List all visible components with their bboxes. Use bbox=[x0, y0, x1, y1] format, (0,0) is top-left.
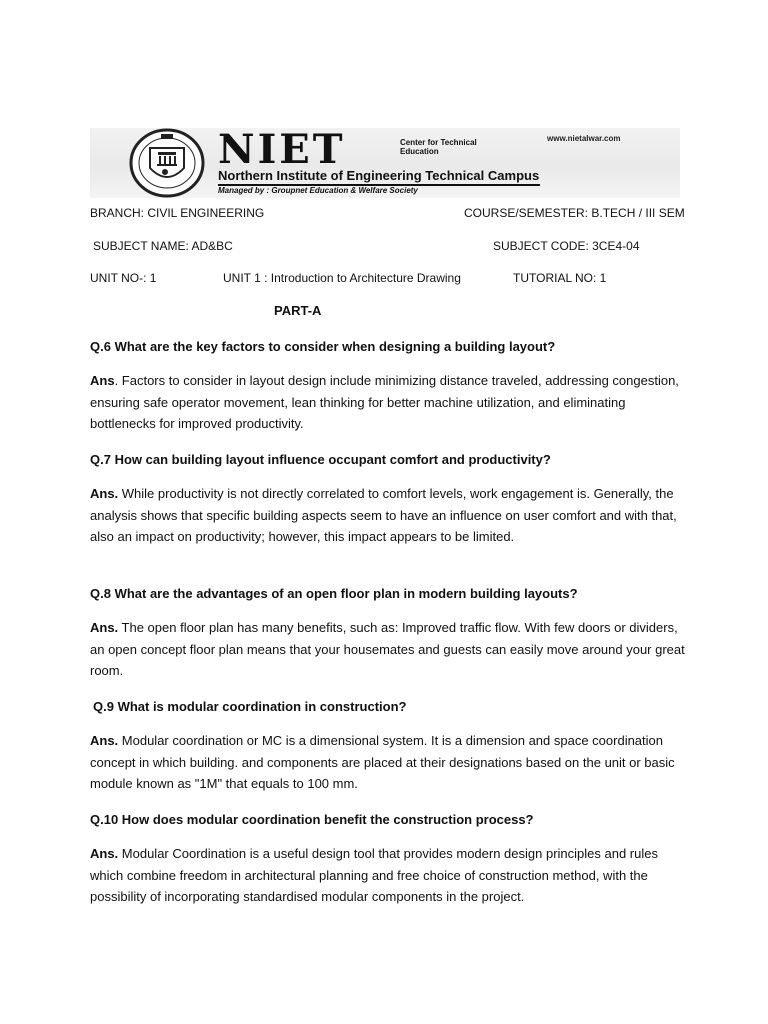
ans-label: Ans. bbox=[90, 620, 119, 635]
ans-label: Ans. bbox=[90, 486, 119, 501]
branch-label: BRANCH: CIVIL ENGINEERING bbox=[90, 206, 265, 220]
answer-text bbox=[90, 483, 685, 548]
qa-item bbox=[90, 811, 685, 908]
logo-wordmark: NIET bbox=[218, 126, 346, 173]
website-text: www.nietalwar.com bbox=[547, 134, 621, 143]
institute-header-banner bbox=[90, 128, 680, 198]
qa-item bbox=[90, 585, 685, 682]
qa-item bbox=[90, 338, 685, 435]
tutorial-no-label: TUTORIAL NO: 1 bbox=[513, 271, 607, 285]
answer-text bbox=[90, 370, 685, 435]
ans-label: Ans. bbox=[90, 846, 119, 861]
center-for-label: Center for Technical Education bbox=[400, 138, 477, 156]
ans-label: Ans bbox=[90, 373, 115, 388]
answer-body: While productivity is not directly correlated to comfort levels, work engagement is. Generally, the analysis shows that specific building aspects seem to have an influence on user comfort and with that, also an impact on productivity; however, this impact appears to be limited. bbox=[90, 486, 677, 545]
qa-answer bbox=[90, 730, 685, 795]
question-text: Q.10 How does modular coordination benefit the construction process? bbox=[90, 812, 534, 827]
question-text: Q.9 What is modular coordination in construction? bbox=[93, 699, 407, 714]
answer-text bbox=[90, 843, 685, 908]
answer-text bbox=[90, 730, 685, 795]
unit-no-label: UNIT NO-: 1 bbox=[90, 271, 157, 285]
qa-item bbox=[93, 698, 688, 716]
question-text: Q.8 What are the advantages of an open floor plan in modern building layouts? bbox=[90, 586, 578, 601]
question-text: Q.7 How can building layout influence occupant comfort and productivity? bbox=[90, 452, 551, 467]
answer-body: Modular Coordination is a useful design tool that provides modern design principles and rules which combine freedom in architectural planning and free choice of construction method, with the possibility of incorporating standardised modular components in the project. bbox=[90, 846, 658, 905]
subject-code-label: SUBJECT CODE: 3CE4-04 bbox=[493, 239, 640, 253]
question-text: Q.6 What are the key factors to consider when designing a building layout? bbox=[90, 339, 556, 354]
institute-name: Northern Institute of Engineering Technical Campus bbox=[218, 168, 540, 183]
answer-body: . Factors to consider in layout design include minimizing distance traveled, addressing congestion, ensuring safe operator movement, lean thinking for better machine utilization, and eliminating bottlenecks for improved productivity. bbox=[90, 373, 679, 432]
answer-body: The open floor plan has many benefits, such as: Improved traffic flow. With few doors or dividers, an open concept floor plan means that your housemates and guests can easily move around your great room. bbox=[90, 620, 685, 679]
answer-text bbox=[90, 617, 685, 682]
ans-label: Ans. bbox=[90, 733, 119, 748]
subject-name-label: SUBJECT NAME: AD&BC bbox=[93, 239, 233, 253]
niet-seal-logo bbox=[128, 128, 206, 198]
course-semester-label: COURSE/SEMESTER: B.TECH / III SEM bbox=[464, 206, 685, 220]
managed-by-text: Managed by : Groupnet Education & Welfare Society bbox=[218, 186, 418, 195]
qa-item bbox=[90, 451, 685, 548]
unit-title-label: UNIT 1 : Introduction to Architecture Drawing bbox=[223, 271, 461, 285]
answer-body: Modular coordination or MC is a dimensional system. It is a dimension and space coordination concept in which building. and components are placed at their designations based on the unit or basic module known as "1M" that equals to 100 mm. bbox=[90, 733, 675, 792]
part-title: PART-A bbox=[274, 303, 322, 318]
